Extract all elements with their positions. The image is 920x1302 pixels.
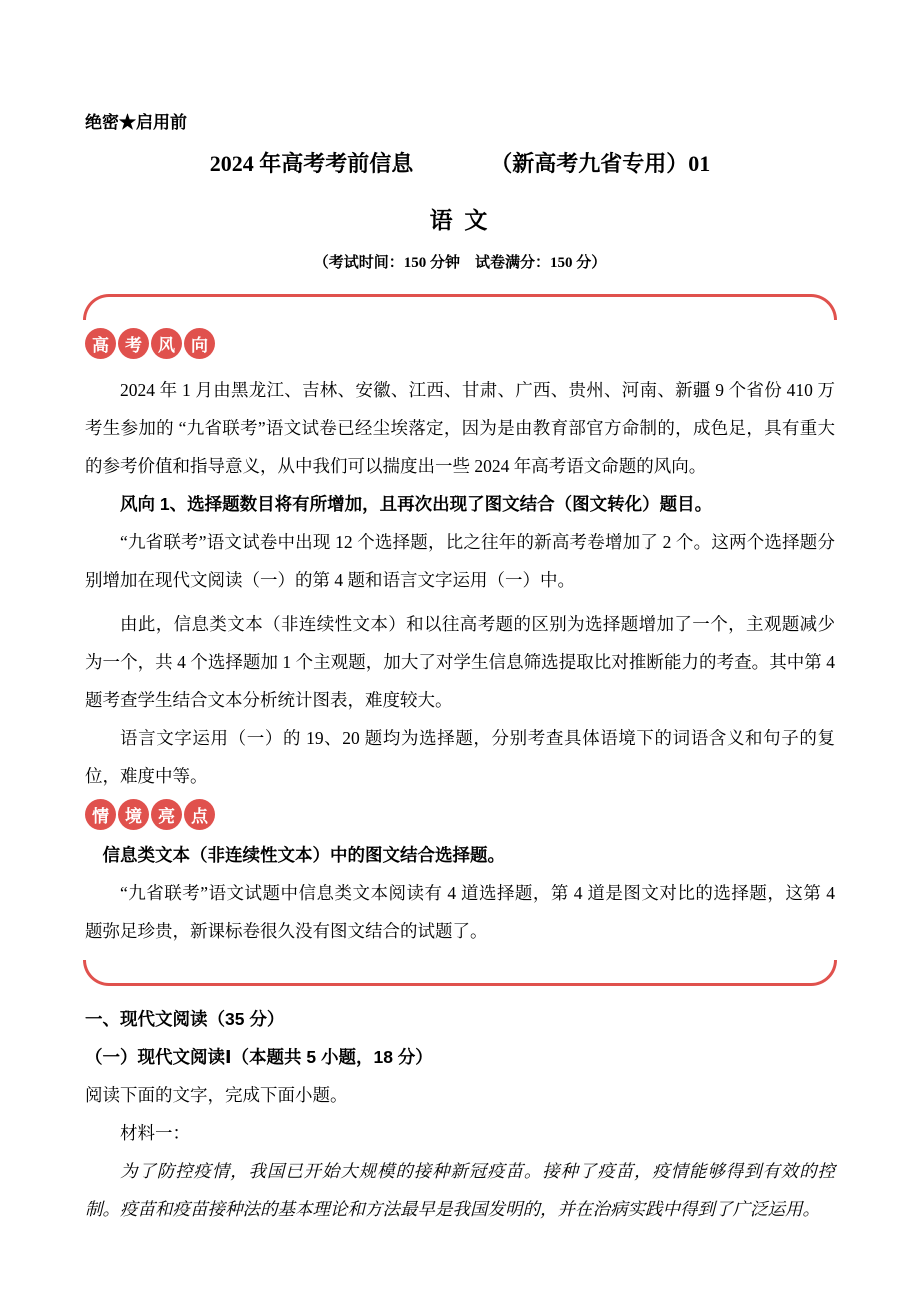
fengxiang-paragraph-2: “九省联考”语文试卷中出现 12 个选择题，比之往年的新高考卷增加了 2 个。这两个选择题分别增加在现代文阅读（一）的第 4 题和语言文字运用（一）中。 [85, 532, 835, 590]
badge-char-circle: 高 [85, 328, 116, 359]
classification-label: 绝密★启用前 [85, 113, 187, 132]
badge-gaokao-fengxiang [85, 328, 835, 359]
qingjing-paragraph: “九省联考”语文试题中信息类文本阅读有 4 道选择题，第 4 道是图文对比的选择题，这第 4 题弥足珍贵，新课标卷很久没有图文结合的试题了。 [85, 883, 835, 941]
material-label: 材料一： [120, 1123, 190, 1143]
badge-char-circle: 考 [118, 328, 149, 359]
qingjing-heading: 信息类文本（非连续性文本）中的图文结合选择题。 [102, 845, 505, 865]
badge-char-circle: 风 [151, 328, 182, 359]
badge-char-circle: 亮 [151, 799, 182, 830]
badge-char-circle: 境 [118, 799, 149, 830]
fengxiang-paragraph-4: 语言文字运用（一）的 19、20 题均为选择题，分别考查具体语境下的词语含义和句子的复位，难度中等。 [85, 728, 835, 786]
badge-qingjing-liangdian [85, 799, 835, 830]
fengxiang-heading-1: 风向 1、选择题数目将有所增加，且再次出现了图文结合（图文转化）题目。 [120, 494, 713, 514]
decorative-bottom-curve [83, 960, 837, 986]
section-heading-modern-reading: 一、现代文阅读（35 分） [85, 1009, 285, 1029]
material-text: 为了防控疫情，我国已开始大规模的接种新冠疫苗。接种了疫苗，疫情能够得到有效的控制。疫苗和疫苗接种法的基本理论和方法最早是我国发明的，并在治病实践中得到了广泛运用。 [85, 1161, 835, 1219]
fengxiang-paragraph-3: 由此，信息类文本（非连续性文本）和以往高考题的区别为选择题增加了一个，主观题减少为一个，共 4 个选择题加 1 个主观题，加大了对学生信息筛选提取比对推断能力的考查。其中第 4 题考查学生结合文本分析统计图表，难度较大。 [85, 614, 835, 710]
page-title: 2024 年高考考前信息 （新高考九省专用）01 [209, 151, 711, 176]
fengxiang-paragraph-1: 2024 年 1 月由黑龙江、吉林、安徽、江西、甘肃、广西、贵州、河南、新疆 9 个省份 410 万考生参加的 “九省联考”语文试卷已经尘埃落定，因为是由教育部官方命制的，成色足，具有重大的参考价值和指导意义，从中我们可以揣度出一些 2024 年高考语文命题的风向。 [85, 380, 835, 476]
decorative-top-curve [83, 294, 837, 320]
badge-char-circle: 向 [184, 328, 215, 359]
reading-instruction: 阅读下面的文字，完成下面小题。 [85, 1085, 348, 1105]
exam-meta-info: （考试时间：150 分钟 试卷满分：150 分） [313, 255, 607, 271]
subsection-heading-reading-1: （一）现代文阅读Ⅰ（本题共 5 小题，18 分） [85, 1047, 433, 1067]
badge-char-circle: 点 [184, 799, 215, 830]
badge-char-circle: 情 [85, 799, 116, 830]
subject-title: 语 文 [429, 208, 491, 233]
